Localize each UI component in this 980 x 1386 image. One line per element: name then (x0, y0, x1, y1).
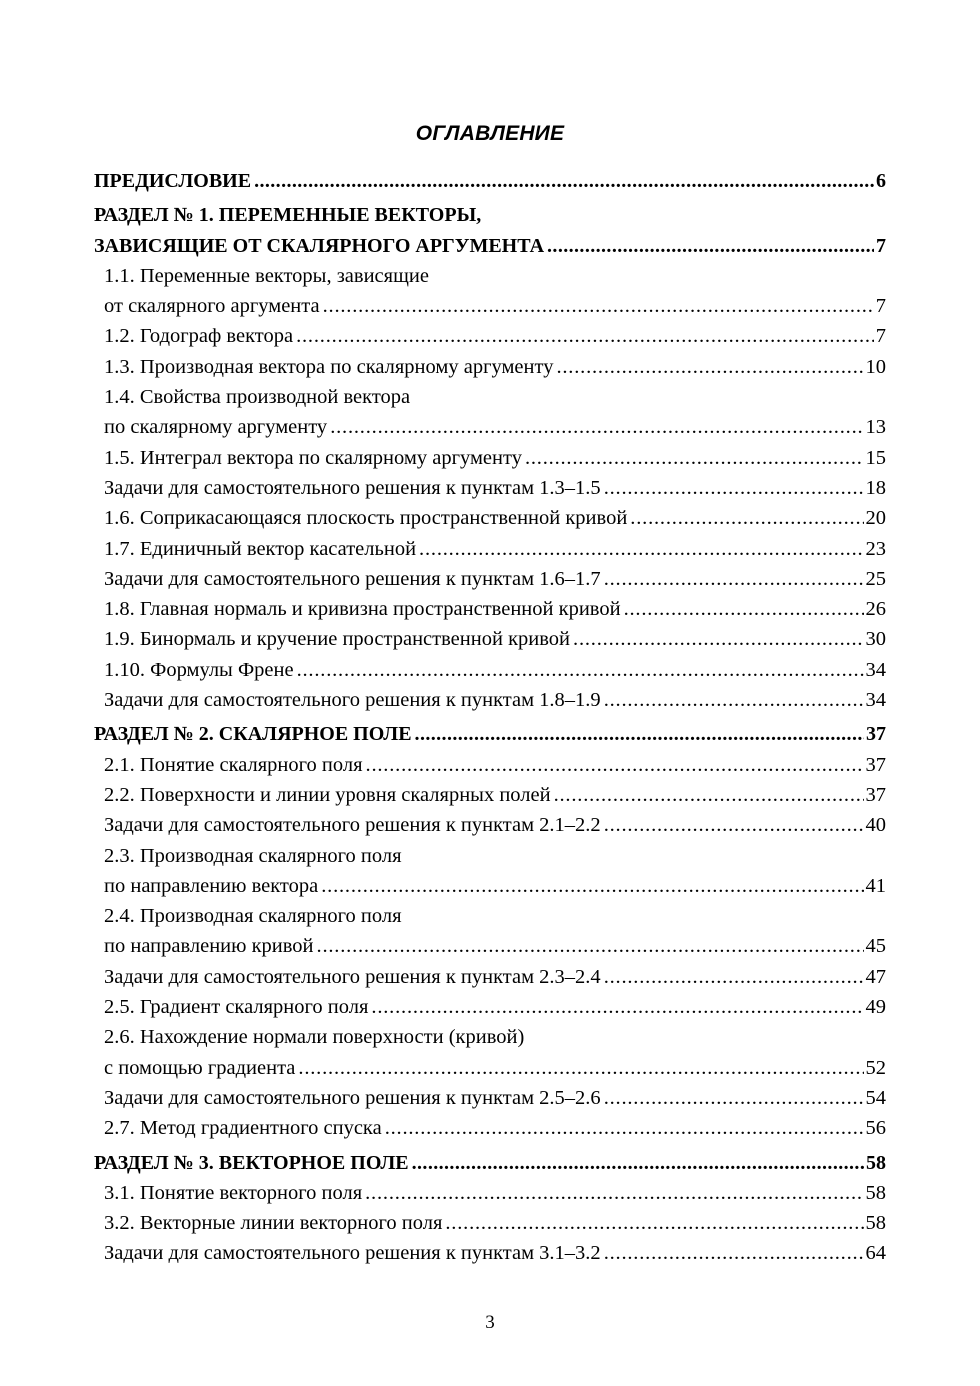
toc-leader-dots (556, 352, 863, 382)
table-of-contents (94, 166, 886, 1269)
toc-leader-dots (415, 719, 864, 749)
toc-page-number: 49 (865, 996, 886, 1019)
toc-entry-title: 2.7. Метод градиентного спуска (104, 1117, 382, 1140)
toc-entry-title: 2.3. Производная скалярного поля (104, 844, 402, 867)
toc-leader-dots (604, 1238, 864, 1268)
toc-leader-dots (525, 443, 864, 473)
toc-entry-title: 2.6. Нахождение нормали поверхности (кривой) (104, 1026, 525, 1049)
toc-page-number: 13 (865, 416, 886, 439)
toc-entry[interactable] (94, 352, 886, 382)
toc-entry-title: по скалярному аргументу (104, 416, 328, 439)
toc-entry[interactable] (94, 1022, 886, 1052)
toc-page-number: 40 (865, 814, 886, 837)
toc-entry[interactable] (94, 1208, 886, 1238)
toc-entry-title: 1.4. Свойства производной вектора (104, 386, 411, 409)
toc-leader-dots (604, 962, 864, 992)
toc-entry-title: Задачи для самостоятельного решения к пунктам 3.1–3.2 (104, 1242, 601, 1265)
toc-entry[interactable] (94, 594, 886, 624)
toc-page-number: 7 (875, 325, 886, 348)
toc-page-number: 25 (865, 567, 886, 590)
toc-page-number: 41 (865, 874, 886, 897)
toc-entry-title: 1.8. Главная нормаль и кривизна пространственной кривой (104, 598, 621, 621)
toc-section-entry[interactable] (94, 1148, 886, 1178)
toc-entry[interactable] (94, 1113, 886, 1143)
toc-entry-title: 2.4. Производная скалярного поля (104, 905, 402, 928)
toc-entry[interactable] (94, 261, 886, 291)
toc-entry-title: 1.9. Бинормаль и кручение пространственной кривой (104, 628, 571, 651)
toc-leader-dots (254, 166, 874, 196)
toc-page-number: 58 (865, 1212, 886, 1235)
toc-page-number: 47 (865, 965, 886, 988)
toc-entry[interactable] (94, 931, 886, 961)
toc-entry-title: 1.5. Интеграл вектора по скалярному аргументу (104, 446, 522, 469)
toc-page-number: 37 (865, 783, 886, 806)
toc-entry-title: по направлению вектора (104, 874, 319, 897)
toc-page-number: 52 (865, 1056, 886, 1079)
toc-entry[interactable] (94, 871, 886, 901)
toc-entry[interactable] (94, 810, 886, 840)
toc-entry-title: РАЗДЕЛ № 1. ПЕРЕМЕННЫЕ ВЕКТОРЫ, (94, 204, 482, 227)
toc-page-number: 58 (865, 1181, 886, 1204)
toc-entry-title: Задачи для самостоятельного решения к пунктам 1.6–1.7 (104, 567, 601, 590)
toc-entry-title: 1.10. Формулы Френе (104, 658, 294, 681)
toc-page-number: 37 (866, 723, 886, 746)
toc-leader-dots (317, 931, 864, 961)
toc-leader-dots (371, 992, 863, 1022)
toc-entry[interactable] (94, 750, 886, 780)
toc-page-number: 45 (865, 935, 886, 958)
toc-leader-dots (547, 231, 874, 261)
toc-page-number: 10 (865, 355, 886, 378)
toc-page-number: 18 (865, 476, 886, 499)
toc-leader-dots (445, 1208, 863, 1238)
toc-entry[interactable] (94, 841, 886, 871)
toc-entry-title: 1.7. Единичный вектор касательной (104, 537, 417, 560)
toc-leader-dots (298, 1053, 863, 1083)
toc-entry[interactable] (94, 564, 886, 594)
toc-section-entry[interactable] (94, 231, 886, 261)
toc-entry[interactable] (94, 992, 886, 1022)
toc-leader-dots (297, 655, 864, 685)
toc-leader-dots (604, 1083, 864, 1113)
toc-entry[interactable] (94, 473, 886, 503)
toc-leader-dots (323, 291, 874, 321)
toc-page-number: 58 (866, 1151, 886, 1174)
toc-leader-dots (630, 503, 863, 533)
toc-leader-dots (573, 624, 863, 654)
toc-leader-dots (604, 564, 864, 594)
toc-entry[interactable] (94, 1083, 886, 1113)
toc-title: ОГЛАВЛЕНИЕ (415, 122, 565, 145)
toc-page-number: 7 (876, 234, 886, 257)
toc-entry[interactable] (94, 503, 886, 533)
toc-entry[interactable] (94, 1178, 886, 1208)
toc-leader-dots (604, 473, 864, 503)
toc-entry-title: Задачи для самостоятельного решения к пунктам 2.3–2.4 (104, 965, 601, 988)
toc-entry-title: Задачи для самостоятельного решения к пунктам 1.3–1.5 (104, 476, 601, 499)
toc-entry[interactable] (94, 534, 886, 564)
toc-entry[interactable] (94, 1053, 886, 1083)
toc-entry-title: 1.2. Годограф вектора (104, 325, 294, 348)
toc-leader-dots (604, 685, 864, 715)
toc-entry-title: 1.6. Соприкасающаяся плоскость пространственной кривой (104, 507, 628, 530)
toc-entry-title: 1.1. Переменные векторы, зависящие (104, 264, 429, 287)
toc-page-number: 30 (865, 628, 886, 651)
toc-entry-title: 3.1. Понятие векторного поля (104, 1181, 363, 1204)
toc-entry-title: ПРЕДИСЛОВИЕ (94, 170, 252, 192)
toc-section-entry[interactable] (94, 719, 886, 749)
toc-leader-dots (296, 321, 874, 351)
toc-page-number: 56 (865, 1117, 886, 1140)
toc-entry-title: с помощью градиента (104, 1056, 296, 1079)
toc-entry-title: РАЗДЕЛ № 2. СКАЛЯРНОЕ ПОЛЕ (94, 723, 412, 746)
toc-leader-dots (365, 1178, 863, 1208)
toc-page-number: 54 (865, 1086, 886, 1109)
page-number: 3 (485, 1312, 495, 1333)
toc-leader-dots (624, 594, 864, 624)
toc-entry[interactable] (94, 624, 886, 654)
toc-entry[interactable] (94, 412, 886, 442)
toc-section-entry[interactable] (94, 200, 886, 230)
toc-entry-title: от скалярного аргумента (104, 295, 320, 318)
toc-page-number: 34 (865, 658, 886, 681)
toc-entry-title: 2.2. Поверхности и линии уровня скалярных полей (104, 783, 551, 806)
toc-leader-dots (330, 412, 863, 442)
toc-entry[interactable] (94, 443, 886, 473)
toc-entry-title: 3.2. Векторные линии векторного поля (104, 1212, 443, 1235)
toc-page-number: 37 (865, 753, 886, 776)
toc-entry[interactable] (94, 382, 886, 412)
toc-entry-title: 2.1. Понятие скалярного поля (104, 753, 363, 776)
toc-page-number: 23 (865, 537, 886, 560)
toc-leader-dots (419, 534, 863, 564)
toc-page-number: 26 (865, 598, 886, 621)
toc-leader-dots (385, 1113, 864, 1143)
toc-entry-title: по направлению кривой (104, 935, 314, 958)
toc-leader-dots (554, 780, 864, 810)
toc-page-number: 15 (865, 446, 886, 469)
toc-page-number: 6 (876, 170, 886, 192)
toc-entry[interactable] (94, 685, 886, 715)
toc-leader-dots (321, 871, 863, 901)
toc-leader-dots (604, 810, 864, 840)
toc-page-number: 34 (865, 689, 886, 712)
toc-entry-title: 2.5. Градиент скалярного поля (104, 996, 369, 1019)
toc-entry[interactable] (94, 1238, 886, 1268)
toc-entry-title: ЗАВИСЯЩИЕ ОТ СКАЛЯРНОГО АРГУМЕНТА (94, 234, 545, 257)
toc-entry-title: Задачи для самостоятельного решения к пунктам 1.8–1.9 (104, 689, 601, 712)
toc-entry[interactable] (94, 321, 886, 351)
toc-page-number: 7 (875, 295, 886, 318)
toc-entry[interactable] (94, 901, 886, 931)
toc-leader-dots (412, 1148, 864, 1178)
toc-entry-title: Задачи для самостоятельного решения к пунктам 2.5–2.6 (104, 1086, 601, 1109)
toc-entry-title: 1.3. Производная вектора по скалярному аргументу (104, 355, 554, 378)
toc-entry[interactable] (94, 291, 886, 321)
toc-entry-title: РАЗДЕЛ № 3. ВЕКТОРНОЕ ПОЛЕ (94, 1151, 409, 1174)
toc-page-number: 20 (865, 507, 886, 530)
toc-entry[interactable] (94, 962, 886, 992)
toc-entry[interactable] (94, 780, 886, 810)
toc-entry-title: Задачи для самостоятельного решения к пунктам 2.1–2.2 (104, 814, 601, 837)
toc-page-number: 64 (865, 1242, 886, 1265)
toc-section-entry[interactable] (94, 166, 886, 196)
toc-leader-dots (366, 750, 864, 780)
toc-entry[interactable] (94, 655, 886, 685)
